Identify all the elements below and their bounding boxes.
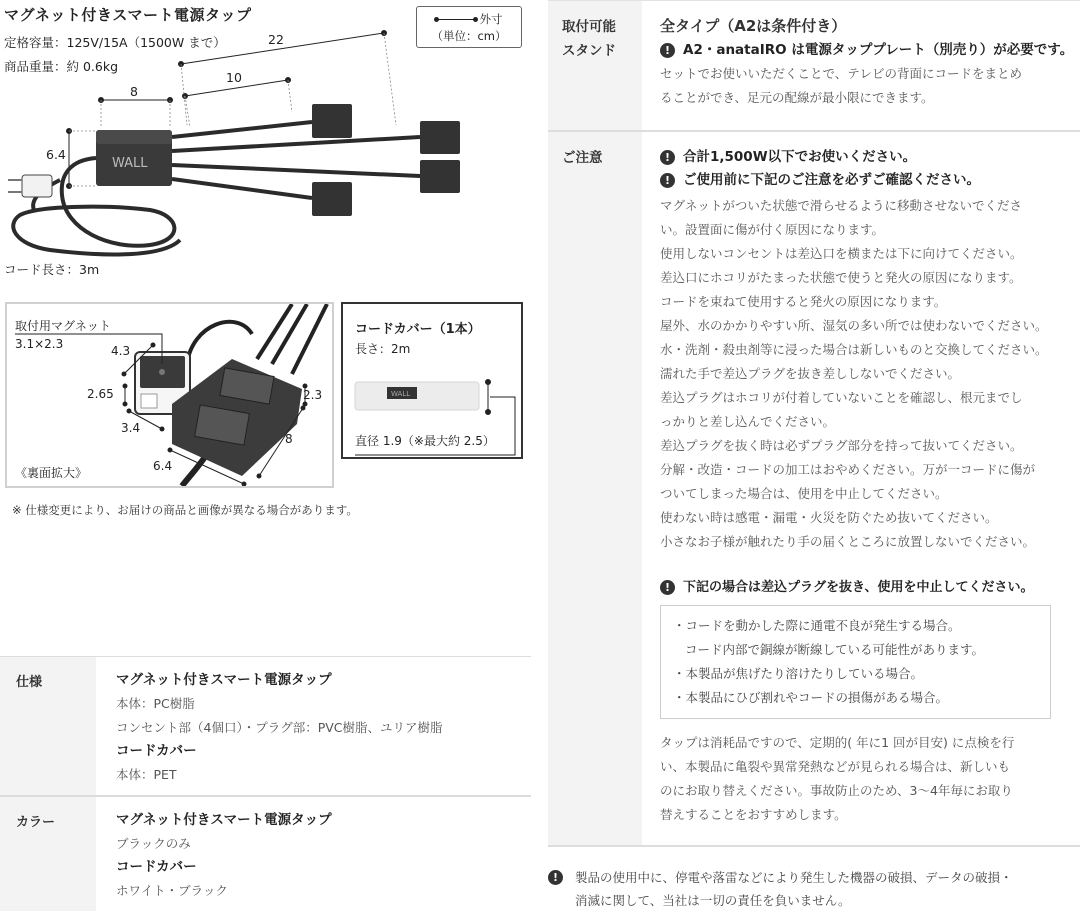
caution-line: 水・洗剤・殺虫剤等に浸った場合は新しいものと交換してください。: [660, 342, 1048, 357]
magnet-size: 3.1×2.3: [15, 337, 64, 351]
inspection-line: 替えすることをおすすめします。: [660, 807, 847, 822]
back-detail-box: [5, 302, 334, 488]
product-title: マグネット付きスマート電源タップ: [4, 6, 252, 24]
caution-line: 濡れた手で差込プラグを抜き差ししないでください。: [660, 366, 961, 381]
stop-condition: ・本製品が焦げたり溶けたりしている場合。: [673, 666, 924, 681]
dim-body-thickness: 2.3: [303, 388, 323, 402]
caution-line: ついてしまった場合は、使用を中止してください。: [660, 486, 948, 501]
liability-line: 消滅に関して、当社は一切の責任を負いません。: [575, 893, 851, 908]
caution-line: 屋外、水のかかりやすい所、湿気の多い所では使わないでください。: [660, 318, 1048, 333]
left-column: [0, 0, 531, 911]
caution-line: 使わない時は感電・漏電・火災を防ぐため抜いてください。: [660, 510, 998, 525]
row-caution: [548, 132, 1080, 847]
spec-line: ホワイト・ブラック: [116, 883, 228, 898]
spec-line: 本体：PET: [116, 767, 177, 782]
warning-text: A2・anataIRO は電源タッププレート（別売り）が必要です。: [683, 42, 1074, 58]
stop-condition: コード内部で銅線が断線している可能性があります。: [685, 642, 985, 657]
dim-plug-depth: 3.4: [121, 421, 141, 435]
spec-table: [0, 656, 531, 911]
stop-conditions-box: [660, 605, 1051, 719]
stand-text: ることができ、足元の配線が最小限にできます。: [660, 90, 934, 105]
cord-cover-diameter: 直径 1.9（※最大約 2.5）: [355, 434, 495, 448]
inspection-line: タップは消耗品ですので、定期的( 年に1 回が目安) に点検を行: [660, 735, 1015, 750]
spec-heading: コードカバー: [116, 859, 197, 875]
unit-legend-label: 外寸: [479, 12, 503, 26]
header-line: スタンド: [562, 43, 616, 59]
spec-line: ブラックのみ: [116, 836, 191, 851]
cord-cover-title: コードカバー（1本）: [355, 322, 481, 337]
warning-text: 下記の場合は差込プラグを抜き、使用を中止してください。: [683, 580, 1034, 595]
brand-logo: WALL: [112, 156, 148, 171]
spec-row-material: [0, 657, 531, 797]
spec-row-color: [0, 797, 531, 911]
cord-length: コード長さ：3m: [4, 262, 100, 277]
dim-plug-width: 4.3: [111, 344, 131, 358]
warning-text: 合計1,500W以下でお使いください。: [683, 149, 917, 165]
spec-line: コンセント部（4個口）・プラグ部：PVC樹脂、ユリア樹脂: [116, 720, 443, 735]
spec-header-color: カラー: [0, 797, 96, 911]
caution-warning: [660, 146, 1080, 169]
header-line: 取付可能: [562, 19, 616, 35]
dim-body-length: 8: [285, 432, 293, 446]
warning-icon: !: [660, 580, 675, 595]
dim-outer-cord: 22: [268, 32, 284, 47]
caution-line: 差込プラグを抜く時は必ずプラグ部分を持って抜いてください。: [660, 438, 1023, 453]
dim-body-width: 8: [130, 84, 138, 99]
stand-warning: [660, 39, 1080, 62]
spec-heading: マグネット付きスマート電源タップ: [116, 812, 332, 828]
liability-notice: [548, 866, 1080, 911]
liability-line: 製品の使用中に、停電や落雷などにより発生した機器の破損、データの破損・: [575, 870, 1013, 885]
cord-cover-length: 長さ：2m: [355, 342, 411, 356]
header-compatible-stand: [548, 1, 642, 130]
cord-cover-brand: WALL: [391, 390, 411, 398]
caution-line: っかりと差し込んでください。: [660, 414, 836, 429]
spec-header-material: 仕様: [0, 657, 96, 795]
back-detail-caption: 《裏面拡大》: [15, 466, 88, 480]
spec-change-disclaimer: ※ 仕様変更により、お届けの商品と画像が異なる場合があります。: [12, 503, 358, 517]
unit-legend-unit: （単位：cm）: [431, 29, 507, 43]
compat-table: [548, 0, 1080, 847]
inspection-line: い、本製品に亀裂や異常発熱などが見られる場合は、新しいも: [660, 759, 1011, 774]
dim-body-depth: 6.4: [153, 459, 173, 473]
row-compatible-stand: [548, 1, 1080, 132]
right-column: [548, 0, 1080, 911]
inspection-line: のにお取り替えください。事故防止のため、3～4年毎にお取り: [660, 783, 1013, 798]
warning-text: ご使用前に下記のご注意を必ずご確認ください。: [683, 172, 980, 188]
dim-inner-cord: 10: [226, 70, 242, 85]
dim-body-height: 6.4: [46, 147, 66, 162]
warning-icon: !: [660, 43, 675, 58]
caution-line: 差込プラグはホコリが付着していないことを確認し、根元までし: [660, 390, 1023, 405]
spec-heading: マグネット付きスマート電源タップ: [116, 672, 332, 688]
caution-line: コードを束ねて使用すると発火の原因になります。: [660, 294, 947, 309]
caution-warning: [660, 169, 1080, 192]
caution-line: マグネットがついた状態で滑らせるように移動させないでくださ: [660, 198, 1023, 213]
caution-line: 小さなお子様が触れたり手の届くところに放置しないでください。: [660, 534, 1036, 549]
unit-legend-box: [416, 6, 522, 48]
spec-heading: コードカバー: [116, 743, 197, 759]
stop-use-warning: [660, 576, 1080, 599]
caution-line: い。設置面に傷が付く原因になります。: [660, 222, 885, 237]
dim-plug-height: 2.65: [87, 387, 114, 401]
warning-icon: !: [548, 870, 563, 885]
header-caution: ご注意: [548, 132, 642, 845]
dimension-line-icon: [436, 19, 476, 20]
spec-line: 本体：PC樹脂: [116, 696, 195, 711]
cord-cover-box: [341, 302, 523, 459]
stand-text: セットでお使いいただくことで、テレビの背面にコードをまとめ: [660, 66, 1023, 81]
caution-line: 分解・改造・コードの加工はおやめください。万が一コードに傷が: [660, 462, 1036, 477]
warning-icon: !: [660, 173, 675, 188]
product-figure: [0, 0, 531, 290]
weight-text: 商品重量：約 0.6kg: [4, 59, 119, 74]
caution-line: 使用しないコンセントは差込口を横または下に向けてください。: [660, 246, 1023, 261]
stand-headline: 全タイプ（A2は条件付き）: [660, 17, 847, 35]
warning-icon: !: [660, 150, 675, 165]
stop-condition: ・コードを動かした際に通電不良が発生する場合。: [673, 618, 961, 633]
rating-text: 定格容量：125V/15A（1500W まで）: [4, 35, 226, 50]
caution-line: 差込口にホコリがたまった状態で使うと発火の原因になります。: [660, 270, 1022, 285]
stop-condition: ・本製品にひび割れやコードの損傷がある場合。: [673, 690, 949, 705]
magnet-label: 取付用マグネット: [15, 319, 111, 333]
